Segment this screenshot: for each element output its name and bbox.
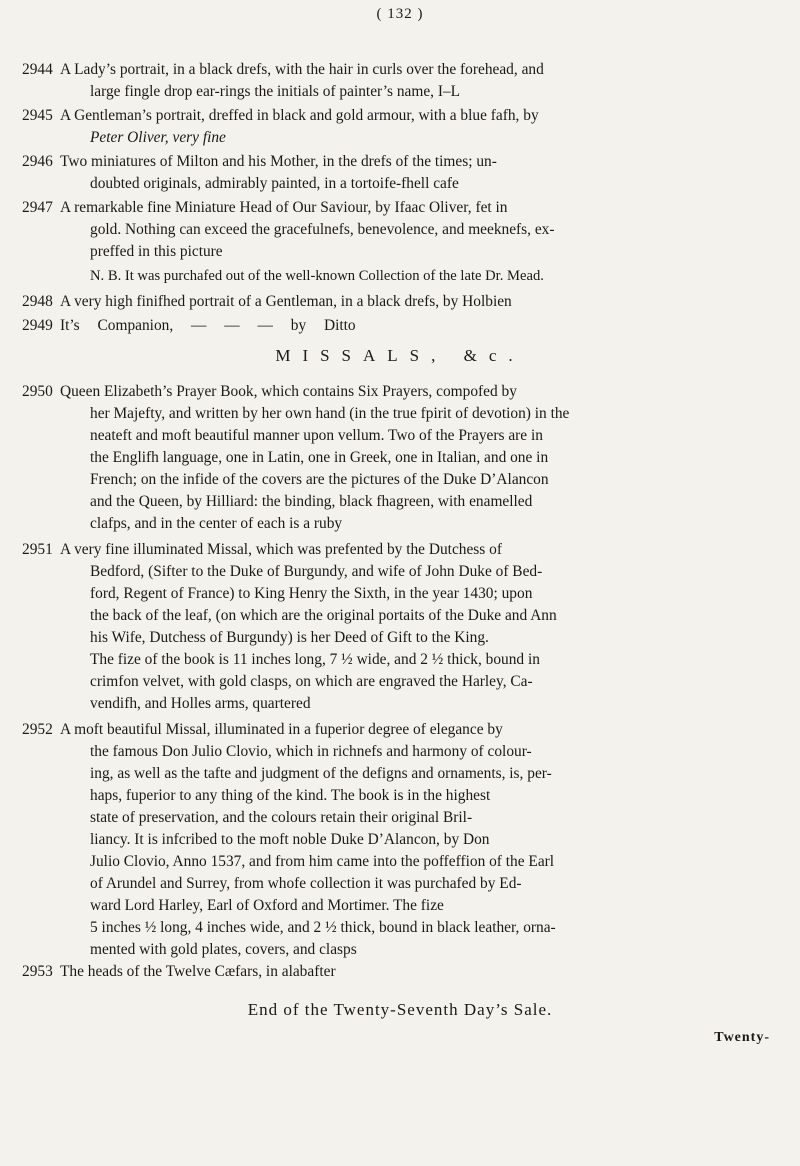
lot-line: her Majefty, and written by her own hand (in the true fpirit of devotion) in the	[90, 405, 570, 422]
lot-line: Bedford, (Sifter to the Duke of Burgundy, and wife of John Duke of Bed-	[90, 563, 543, 580]
end-of-sale-line: End of the Twenty-Seventh Day’s Sale.	[247, 1000, 553, 1019]
lot-line: crimfon velvet, with gold clasps, on which are engraved the Harley, Ca-	[90, 673, 533, 690]
lot-number: 2952	[22, 721, 53, 738]
lot-line: of Arundel and Surrey, from whofe collection it was purchafed by Ed-	[90, 875, 522, 892]
lot-line: mented with gold plates, covers, and clasps	[90, 941, 357, 958]
lot-line: state of preservation, and the colours retain their original Bril-	[90, 809, 473, 826]
lot-number: 2944	[22, 61, 53, 78]
lot-line: The fize of the book is 11 inches long, 7 ½ wide, and 2 ½ thick, bound in	[90, 651, 540, 668]
lot-line: liancy. It is infcribed to the moft noble Duke D’Alancon, by Don	[90, 831, 490, 848]
lot-line: A moft beautiful Missal, illuminated in a fuperior degree of elegance by	[60, 721, 503, 738]
lot-line: and the Queen, by Hilliard: the binding, black fhagreen, with enamelled	[90, 493, 533, 510]
lot-note: N. B. It was purchafed out of the well-known Collection of the late Dr. Mead.	[90, 268, 544, 284]
lot-number: 2950	[22, 383, 53, 400]
lot-line: The heads of the Twelve Cæfars, in alabafter	[60, 963, 336, 980]
lot-line: preffed in this picture	[90, 243, 223, 260]
lot-number: 2949	[22, 317, 53, 334]
catchword: Twenty-	[714, 1030, 770, 1045]
lot-line: French; on the infide of the covers are the pictures of the Duke D’Alancon	[90, 471, 549, 488]
lot-line: large fingle drop ear-rings the initials of painter’s name, I–L	[90, 83, 461, 100]
lot-number: 2947	[22, 199, 53, 216]
lot-line: ford, Regent of France) to King Henry the Sixth, in the year 1430; upon	[90, 585, 533, 602]
lot-number: 2945	[22, 107, 53, 124]
lot-line: the Englifh language, one in Latin, one in Greek, one in Italian, and one in	[90, 449, 549, 466]
section-heading: MISSALS, &c.	[275, 346, 525, 365]
lot-number: 2948	[22, 293, 53, 310]
lot-line: gold. Nothing can exceed the gracefulnefs, benevolence, and meeknefs, ex-	[90, 221, 555, 238]
lot-line: Julio Clovio, Anno 1537, and from him came into the poffeffion of the Earl	[90, 853, 555, 870]
lot-line: Two miniatures of Milton and his Mother, in the drefs of the times; un-	[60, 153, 497, 170]
lot-line: vendifh, and Holles arms, quartered	[90, 695, 311, 712]
lot-line: A very fine illuminated Missal, which was prefented by the Dutchess of	[60, 541, 502, 558]
lot-line: clafps, and in the center of each is a ruby	[90, 515, 343, 532]
lot-line: his Wife, Dutchess of Burgundy) is her Deed of Gift to the King.	[90, 629, 489, 646]
lot-line: ward Lord Harley, Earl of Oxford and Mortimer. The fize	[90, 897, 444, 914]
page-number: ( 132 )	[376, 6, 424, 22]
lot-line: It’s Companion, — — — by Ditto	[60, 317, 356, 334]
lot-line: neateft and moft beautiful manner upon vellum. Two of the Prayers are in	[90, 427, 543, 444]
lot-number: 2953	[22, 963, 53, 980]
lot-line: ing, as well as the tafte and judgment of the defigns and ornaments, is, per-	[90, 765, 552, 782]
lot-line: A Gentleman’s portrait, dreffed in black and gold armour, with a blue fafh, by	[60, 107, 539, 124]
lot-line: haps, fuperior to any thing of the kind. The book is in the highest	[90, 787, 491, 804]
lot-line: A very high finifhed portrait of a Gentleman, in a black drefs, by Holbien	[60, 293, 512, 310]
lot-line: 5 inches ½ long, 4 inches wide, and 2 ½ thick, bound in black leather, orna-	[90, 919, 556, 936]
lot-line: Peter Oliver, very fine	[90, 129, 226, 146]
lot-number: 2951	[22, 541, 53, 558]
lot-number: 2946	[22, 153, 53, 170]
lot-line: A remarkable fine Miniature Head of Our Saviour, by Ifaac Oliver, fet in	[60, 199, 508, 216]
lot-line: A Lady’s portrait, in a black drefs, with the hair in curls over the forehead, and	[60, 61, 544, 78]
lot-line: the back of the leaf, (on which are the original portaits of the Duke and Ann	[90, 607, 557, 624]
lot-line: Queen Elizabeth’s Prayer Book, which contains Six Prayers, compofed by	[60, 383, 517, 400]
lot-line: the famous Don Julio Clovio, which in richnefs and harmony of colour-	[90, 743, 532, 760]
lot-line: doubted originals, admirably painted, in a tortoife-fhell cafe	[90, 175, 459, 192]
